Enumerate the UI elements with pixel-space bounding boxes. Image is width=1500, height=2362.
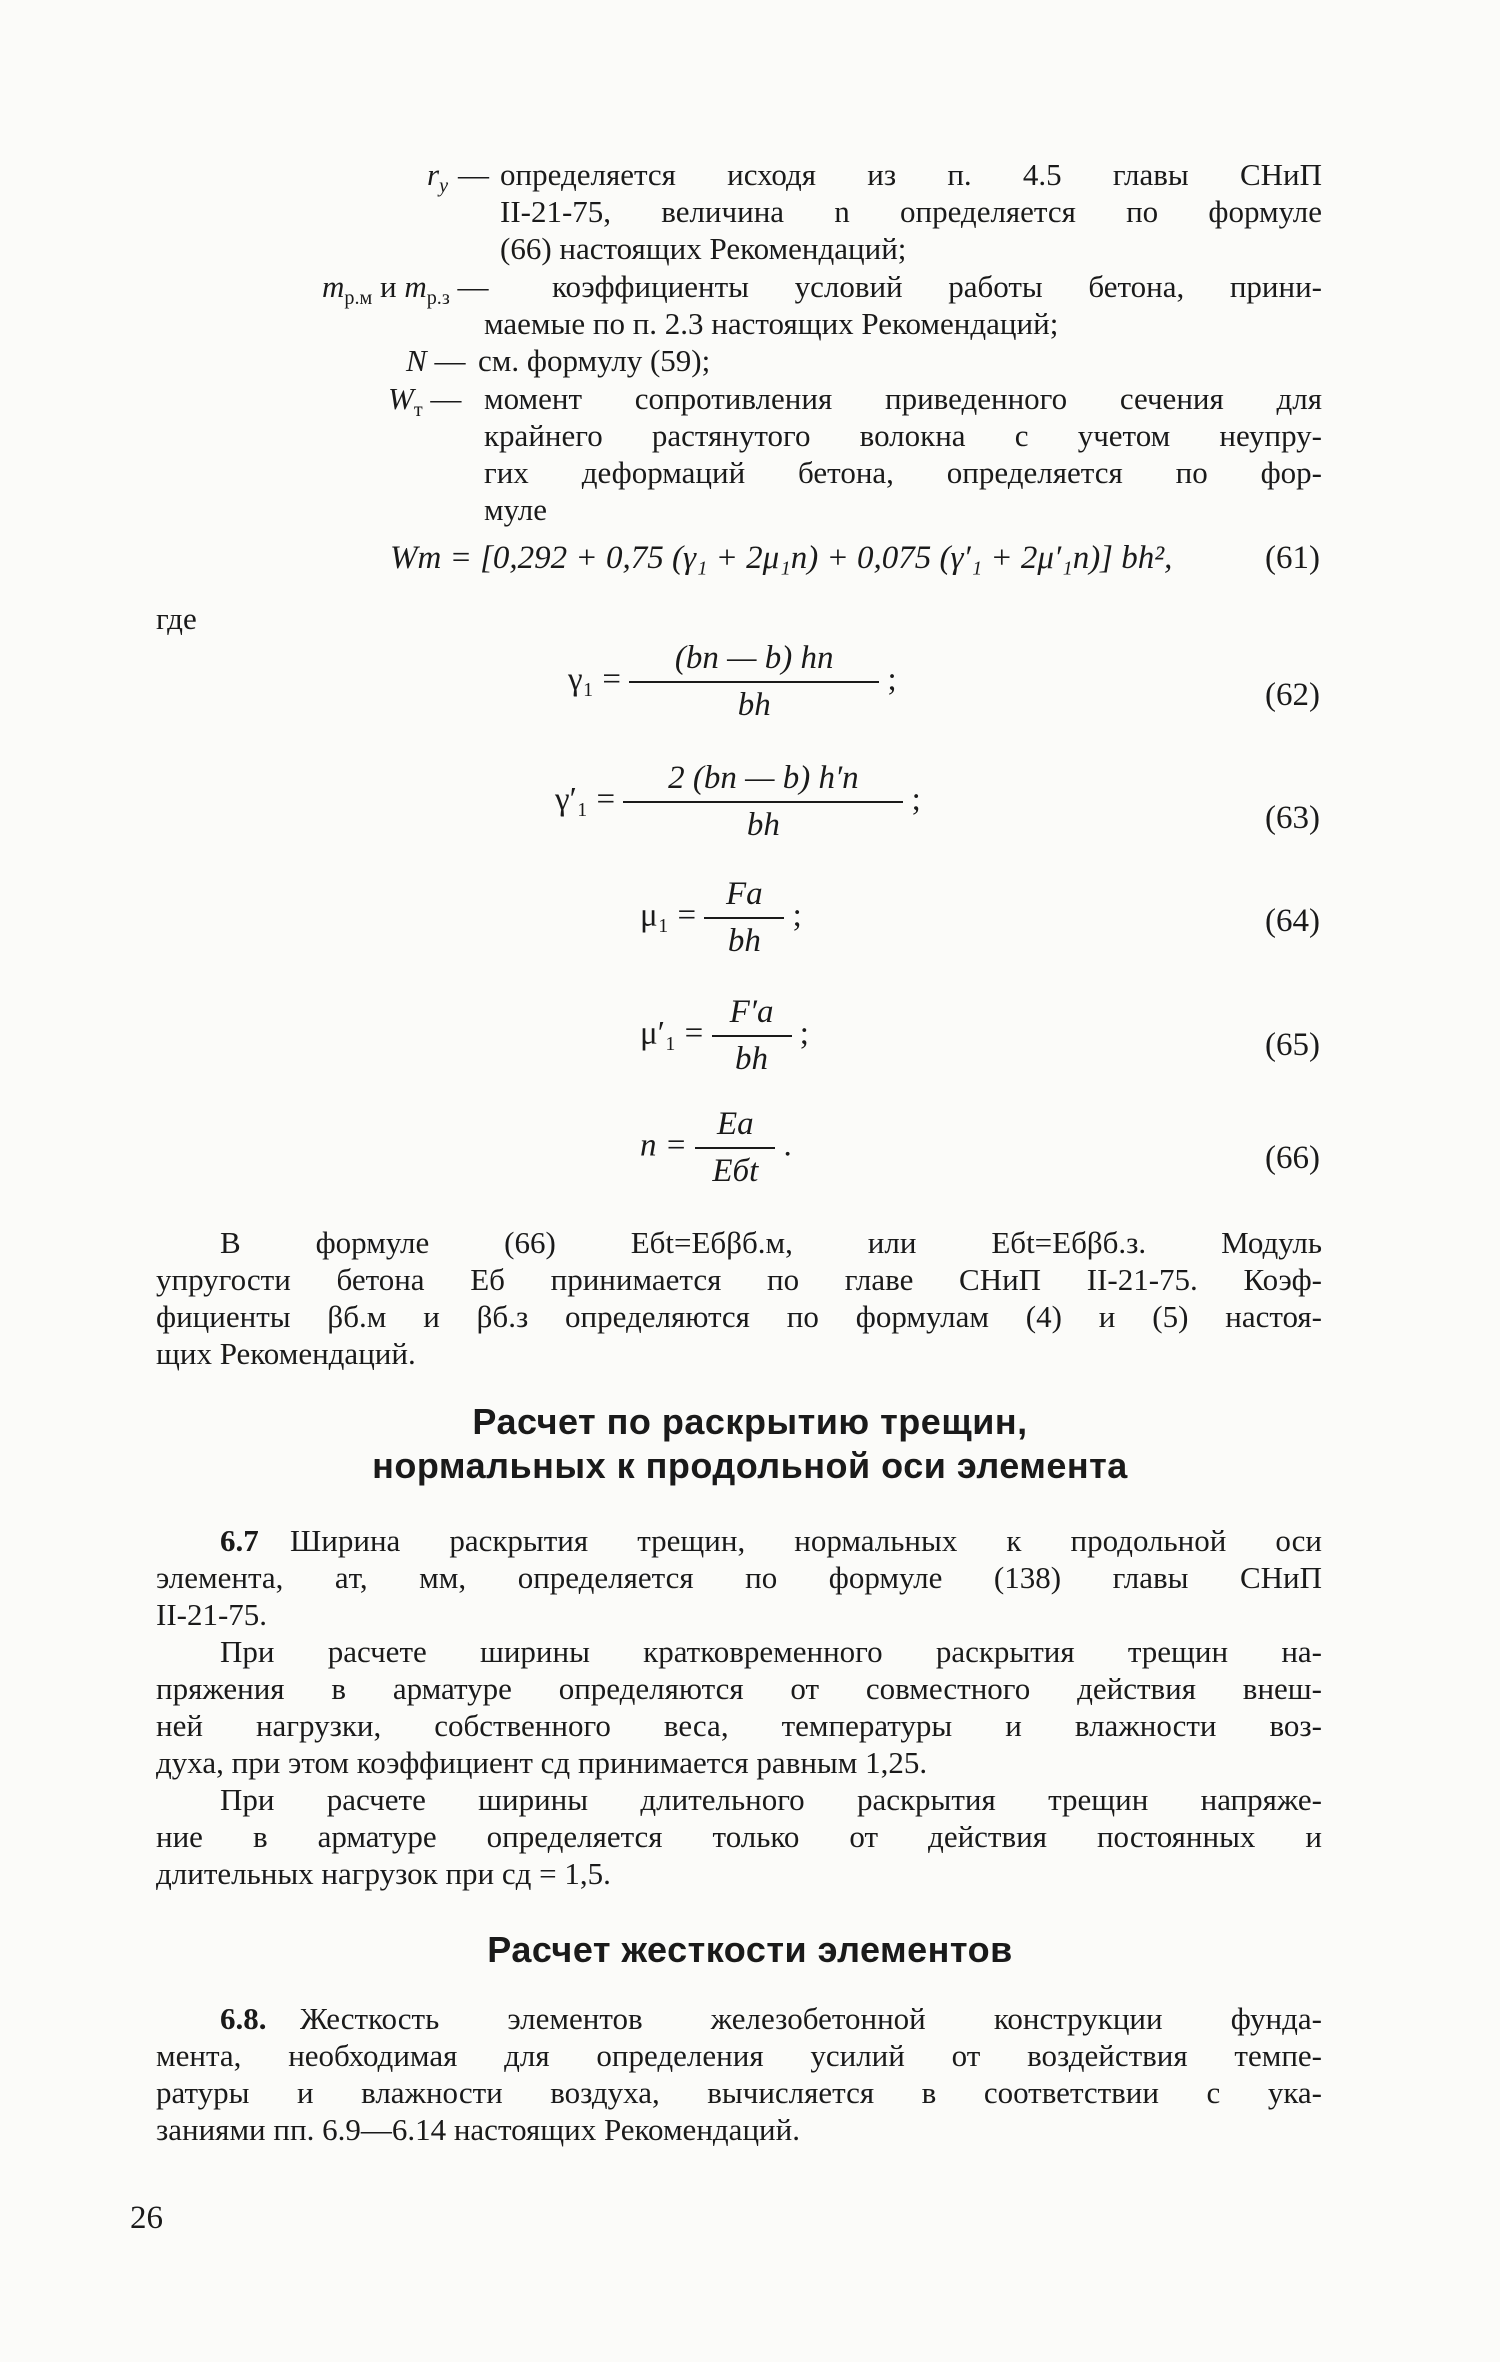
def-N-line1: см. формулу (59); (478, 343, 711, 378)
formula-65-denominator: bh (712, 1035, 792, 1078)
formula-64-denominator: bh (704, 917, 784, 960)
formula-66-lhs: n = (640, 1127, 688, 1164)
def-dash: — (458, 157, 489, 192)
para66-line3: фициенты βб.м и βб.з определяются по формулам (4) и (5) настоя- (156, 1299, 1322, 1334)
def-m-line2: маемые по п. 2.3 настоящих Рекомендаций; (484, 306, 1059, 341)
para66-line2: упругости бетона Eб принимается по главе СНиП II-21-75. Коэф- (156, 1262, 1322, 1297)
section-6-7-line2: элемента, aт, мм, определяется по формуле (138) главы СНиП (156, 1560, 1322, 1595)
formula-64-tail: ; (792, 897, 802, 934)
section-heading-crack-width: Расчет по раскрытию трещин, (472, 1401, 1028, 1442)
formula-62-lhs: γ₁ = (568, 661, 621, 698)
para-long-line1: При расчете ширины длительного раскрытия трещин напряже- (220, 1782, 1322, 1817)
formula-66-fraction (695, 1106, 775, 1190)
section-heading-crack-width-line2: нормальных к продольной оси элемента (372, 1445, 1128, 1486)
section-6-8-line1: Жесткость элементов железобетонной конструкции фунда- (300, 2001, 1322, 2036)
para-short-line4: духа, при этом коэффициент cд принимается равным 1,25. (156, 1745, 928, 1780)
def-m-line1: коэффициенты условий работы бетона, прини- (552, 269, 1322, 304)
formula-62-tail: ; (887, 661, 897, 698)
formula-62-numerator: (bп — b) hп (674, 640, 834, 676)
formula-66-numerator: Eа (716, 1106, 754, 1142)
def-ry-line2: II-21-75, величина n определяется по формуле (500, 194, 1322, 229)
formula-66-denominator: Eбt (695, 1147, 775, 1190)
def-ry-line1: определяется исходя из п. 4.5 главы СНиП (500, 157, 1322, 192)
para-long-line3: длительных нагрузок при cд = 1,5. (156, 1856, 611, 1891)
section-6-7-line1: Ширина раскрытия трещин, нормальных к продольной оси (290, 1523, 1322, 1558)
formula-63-fraction (623, 760, 903, 844)
formula-63-numerator: 2 (bп — b) h′п (668, 760, 859, 796)
formula-61-number: (61) (1265, 540, 1320, 576)
formula-61: Wт = [0,292 + 0,75 (γ₁ + 2μ₁n) + 0,075 (γ′₁ + 2μ′₁n)] bh², (390, 540, 1173, 576)
formula-62-number: (62) (1265, 677, 1320, 713)
section-6-8-line3: ратуры и влажности воздуха, вычисляется в соответствии с ука- (156, 2075, 1322, 2110)
def-Wt-line3: гих деформаций бетона, определяется по фор- (484, 455, 1322, 490)
para66-line1: В формуле (66) Eбt=Eбβб.м, или Eбt=Eбβб.з. Модуль (220, 1225, 1322, 1260)
def-term-N: N — (406, 343, 466, 378)
formula-65 (640, 994, 809, 1078)
formula-63-denominator: bh (623, 801, 903, 844)
formula-63-lhs: γ′₁ = (555, 781, 616, 818)
def-term-mpm: $m_{р.м}$ и $m_{р.з}$ — (322, 269, 489, 310)
formula-62-denominator: bh (629, 681, 879, 724)
formula-64-fraction (704, 876, 784, 960)
formula-65-lhs: μ′₁ = (640, 1015, 704, 1052)
formula-65-fraction (712, 994, 792, 1078)
para-short-line3: ней нагрузки, собственного веса, температуры и влажности воз- (156, 1708, 1322, 1743)
section-6-8-number: 6.8. (220, 2001, 267, 2036)
formula-63-tail: ; (911, 781, 921, 818)
def-Wt-line1: момент сопротивления приведенного сечения для (484, 381, 1322, 416)
formula-65-tail: ; (799, 1015, 809, 1052)
para66-line4: щих Рекомендаций. (156, 1336, 416, 1371)
section-6-8-line2: мента, необходимая для определения усилий от воздействия темпе- (156, 2038, 1322, 2073)
section-6-7-line3: II-21-75. (156, 1597, 268, 1632)
formula-62 (568, 640, 897, 724)
formula-63-number: (63) (1265, 800, 1320, 836)
formula-63 (555, 760, 921, 844)
page-number: 26 (130, 2200, 163, 2236)
section-6-7-number: 6.7 (220, 1523, 259, 1558)
def-term-Wt: $W_т$ — (388, 381, 462, 422)
section-heading-stiffness: Расчет жесткости элементов (487, 1929, 1013, 1970)
formula-64-number: (64) (1265, 903, 1320, 939)
def-Wt-line4: муле (484, 492, 547, 527)
formula-64-numerator: Fа (725, 876, 763, 912)
where-label: где (156, 601, 197, 636)
formula-64 (640, 876, 802, 960)
formula-66-number: (66) (1265, 1140, 1320, 1176)
def-term-ry: $r_у$ (427, 157, 449, 198)
formula-64-lhs: μ₁ = (640, 897, 697, 934)
section-6-8-line4: заниями пп. 6.9—6.14 настоящих Рекомендаций. (156, 2112, 800, 2147)
def-ry-line3: (66) настоящих Рекомендаций; (500, 231, 907, 266)
formula-62-fraction (629, 640, 879, 724)
para-short-line2: пряжения в арматуре определяются от совместного действия внеш- (156, 1671, 1322, 1706)
para-long-line2: ние в арматуре определяется только от действия постоянных и (156, 1819, 1322, 1854)
formula-65-number: (65) (1265, 1027, 1320, 1063)
formula-66-tail: . (783, 1127, 792, 1164)
formula-66 (640, 1106, 792, 1190)
formula-65-numerator: F′а (729, 994, 774, 1030)
para-short-line1: При расчете ширины кратковременного раскрытия трещин на- (220, 1634, 1322, 1669)
def-Wt-line2: крайнего растянутого волокна с учетом неупру- (484, 418, 1322, 453)
